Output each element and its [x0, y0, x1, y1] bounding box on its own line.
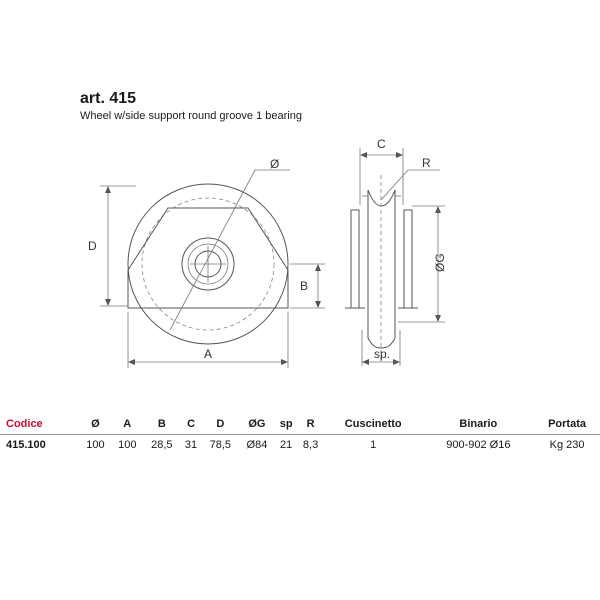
col-header-b: B	[157, 418, 166, 430]
dim-b-arrow-bottom	[315, 301, 321, 308]
spec-table	[0, 414, 600, 455]
dim-b-label: B	[300, 279, 309, 293]
diameter-label: Ø	[270, 157, 280, 171]
cell-diameter-g: Ø84	[246, 439, 268, 451]
col-header-binario: Binario	[459, 418, 498, 430]
dim-sp-label: sp.	[374, 347, 391, 361]
side-plate-left	[351, 210, 359, 308]
cell-cuscinetto: 1	[370, 439, 377, 451]
cell-portata: Kg 230	[549, 439, 585, 451]
dim-g-arrow-top	[435, 206, 441, 213]
cell-b: 28,5	[151, 439, 173, 451]
cell-sp: 21	[280, 439, 293, 451]
dim-d-label: D	[88, 239, 97, 253]
col-header-a: A	[123, 418, 132, 430]
col-header-c: C	[187, 418, 196, 430]
cell-codice: 415.100	[6, 439, 46, 451]
r-label: R	[422, 156, 431, 170]
dim-b-arrow-top	[315, 264, 321, 271]
side-plate-right	[404, 210, 412, 308]
wheel-profile	[368, 190, 395, 348]
col-header-d: D	[216, 418, 225, 430]
dim-a-arrow-right	[281, 359, 288, 365]
dim-g-label: ØG	[433, 253, 447, 272]
col-header-diameter-g: ØG	[248, 418, 266, 430]
dim-c-arrow-left	[360, 152, 367, 158]
dim-d-arrow-bottom	[105, 299, 111, 306]
dim-a-arrow-left	[128, 359, 135, 365]
cell-r: 8,3	[302, 439, 319, 451]
front-view	[88, 157, 325, 368]
col-header-portata: Portata	[548, 418, 586, 430]
dim-a-label: A	[204, 347, 213, 361]
side-view	[345, 137, 447, 366]
dim-d-arrow-top	[105, 186, 111, 193]
cell-d: 78,5	[209, 439, 231, 451]
dim-c-label: C	[377, 137, 386, 151]
col-header-sp: sp	[279, 418, 293, 430]
table-header-row	[0, 414, 600, 435]
dim-g-arrow-bottom	[435, 315, 441, 322]
article-title: art. 415	[80, 90, 137, 107]
col-header-cuscinetto: Cuscinetto	[344, 418, 402, 430]
article-subtitle: Wheel w/side support round groove 1 bearing	[80, 110, 302, 122]
cell-binario: 900-902 Ø16	[446, 439, 511, 451]
groove-arc-top	[368, 190, 395, 206]
col-header-codice: Codice	[6, 418, 43, 430]
diameter-leader	[170, 170, 255, 330]
table-row	[0, 435, 600, 456]
cell-diameter: 100	[86, 439, 105, 451]
col-header-r: R	[306, 418, 315, 430]
dim-c-arrow-right	[396, 152, 403, 158]
cell-a: 100	[118, 439, 137, 451]
col-header-diameter: Ø	[91, 418, 100, 430]
dim-sp-arrow-right	[393, 359, 400, 365]
cell-c: 31	[184, 439, 198, 451]
dim-sp-arrow-left	[362, 359, 369, 365]
